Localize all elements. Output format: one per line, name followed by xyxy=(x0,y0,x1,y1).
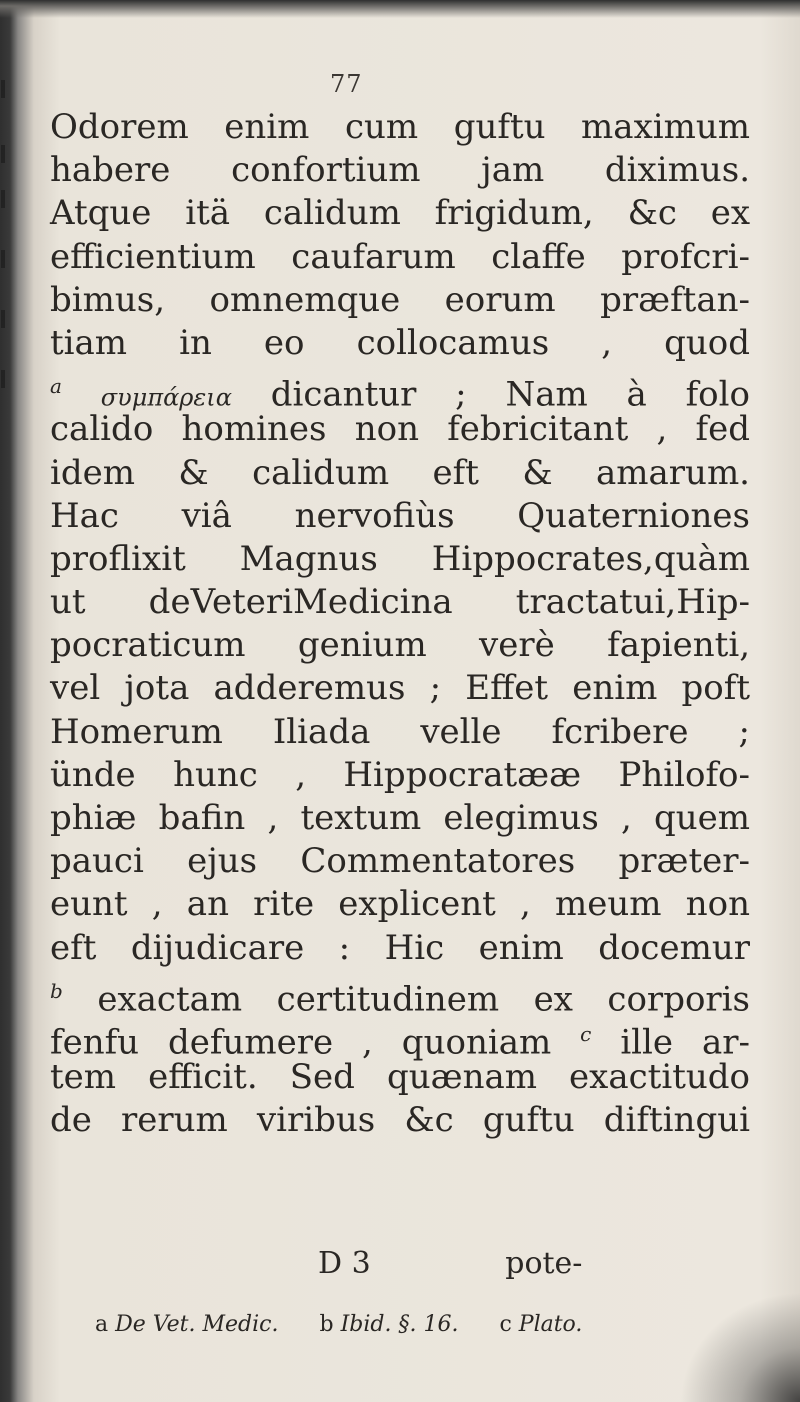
text-line: Odorem enim cum guftu maximum xyxy=(50,107,750,147)
footnote xyxy=(499,1312,582,1337)
top-edge-shadow xyxy=(0,0,800,18)
footnote-text: De Vet. Medic. xyxy=(115,1312,279,1337)
footnote xyxy=(95,1312,278,1337)
catchword: pote- xyxy=(505,1246,583,1281)
text-line: pauci ejus Commentatores præter- xyxy=(50,841,750,882)
text-line: habere confortium jam diximus. xyxy=(50,150,750,191)
footnote-marker: c xyxy=(499,1312,512,1337)
line-text: ille ar- xyxy=(591,1022,751,1063)
footnotes xyxy=(95,1312,616,1337)
footnote-text: Plato. xyxy=(518,1312,583,1337)
text-line: eunt , an rite explicent , meum non xyxy=(50,884,750,925)
body-text xyxy=(50,106,750,1143)
footnote-marker: c xyxy=(580,1021,592,1046)
binding-mark xyxy=(1,250,5,268)
text-line: tem efficit. Sed quænam exactitudo xyxy=(50,1057,750,1098)
text-line: calido homines non febricitant , fed xyxy=(50,409,750,450)
text-line: de rerum viribus &c guftu diftingui xyxy=(50,1100,750,1141)
text-line: ut deVeteriMedicina tractatui,Hip- xyxy=(50,582,750,623)
footnote xyxy=(319,1312,458,1337)
binding-mark xyxy=(1,80,5,98)
binding-mark xyxy=(1,310,5,328)
text-line: bimus, omnemque eorum præftan- xyxy=(50,279,750,320)
text-line: idem & calidum eft & amarum. xyxy=(50,452,750,493)
binding-mark xyxy=(1,145,5,163)
footnote-marker: a xyxy=(95,1312,109,1337)
line-text: exactam certitudinem ex corporis xyxy=(62,979,750,1020)
text-line: efficientium caufarum claffe profcri- xyxy=(50,236,750,277)
footnote-text: Ibid. §. 16. xyxy=(340,1312,459,1337)
text-line xyxy=(50,970,750,1020)
text-line: Atque itä calidum frigidum, &c ex xyxy=(50,193,750,234)
binding-mark xyxy=(1,190,5,208)
text-line xyxy=(50,1013,751,1063)
line-text: dicantur ; Nam à folo xyxy=(231,374,750,415)
text-line: pocraticum genium verè fapienti, xyxy=(50,625,750,666)
text-line: proflixit Magnus Hippocrates,quàm xyxy=(50,538,750,579)
text-line: Hac viâ nervofiùs Quaterniones xyxy=(50,495,750,536)
footnote-marker: a xyxy=(50,374,62,399)
text-line: tiam in eo collocamus , quod xyxy=(50,322,750,363)
line-text: fenfu defumere , quoniam xyxy=(50,1022,581,1063)
signature-mark: D 3 xyxy=(318,1246,371,1281)
binding-margin xyxy=(0,80,10,460)
footnote-marker: b xyxy=(50,978,63,1003)
footnote-marker: b xyxy=(319,1312,334,1337)
catchword-line xyxy=(318,1246,582,1281)
text-line: ünde hunc , Hippocratææ Philofo- xyxy=(50,754,750,795)
text-line: phiæ bafin , textum elegimus , quem xyxy=(50,798,750,838)
text-line: vel jota adderemus ; Effet enim poft xyxy=(50,668,750,709)
text-line xyxy=(50,365,750,415)
corner-shadow xyxy=(680,1292,800,1402)
binding-mark xyxy=(1,370,5,388)
greek-word: συμπάρεια xyxy=(100,383,232,412)
page-number: 77 xyxy=(330,70,363,98)
text-line: Homerum Iliada velle fcribere ; xyxy=(50,711,750,752)
text-line: eft dijudicare : Hic enim docemur xyxy=(50,927,750,968)
